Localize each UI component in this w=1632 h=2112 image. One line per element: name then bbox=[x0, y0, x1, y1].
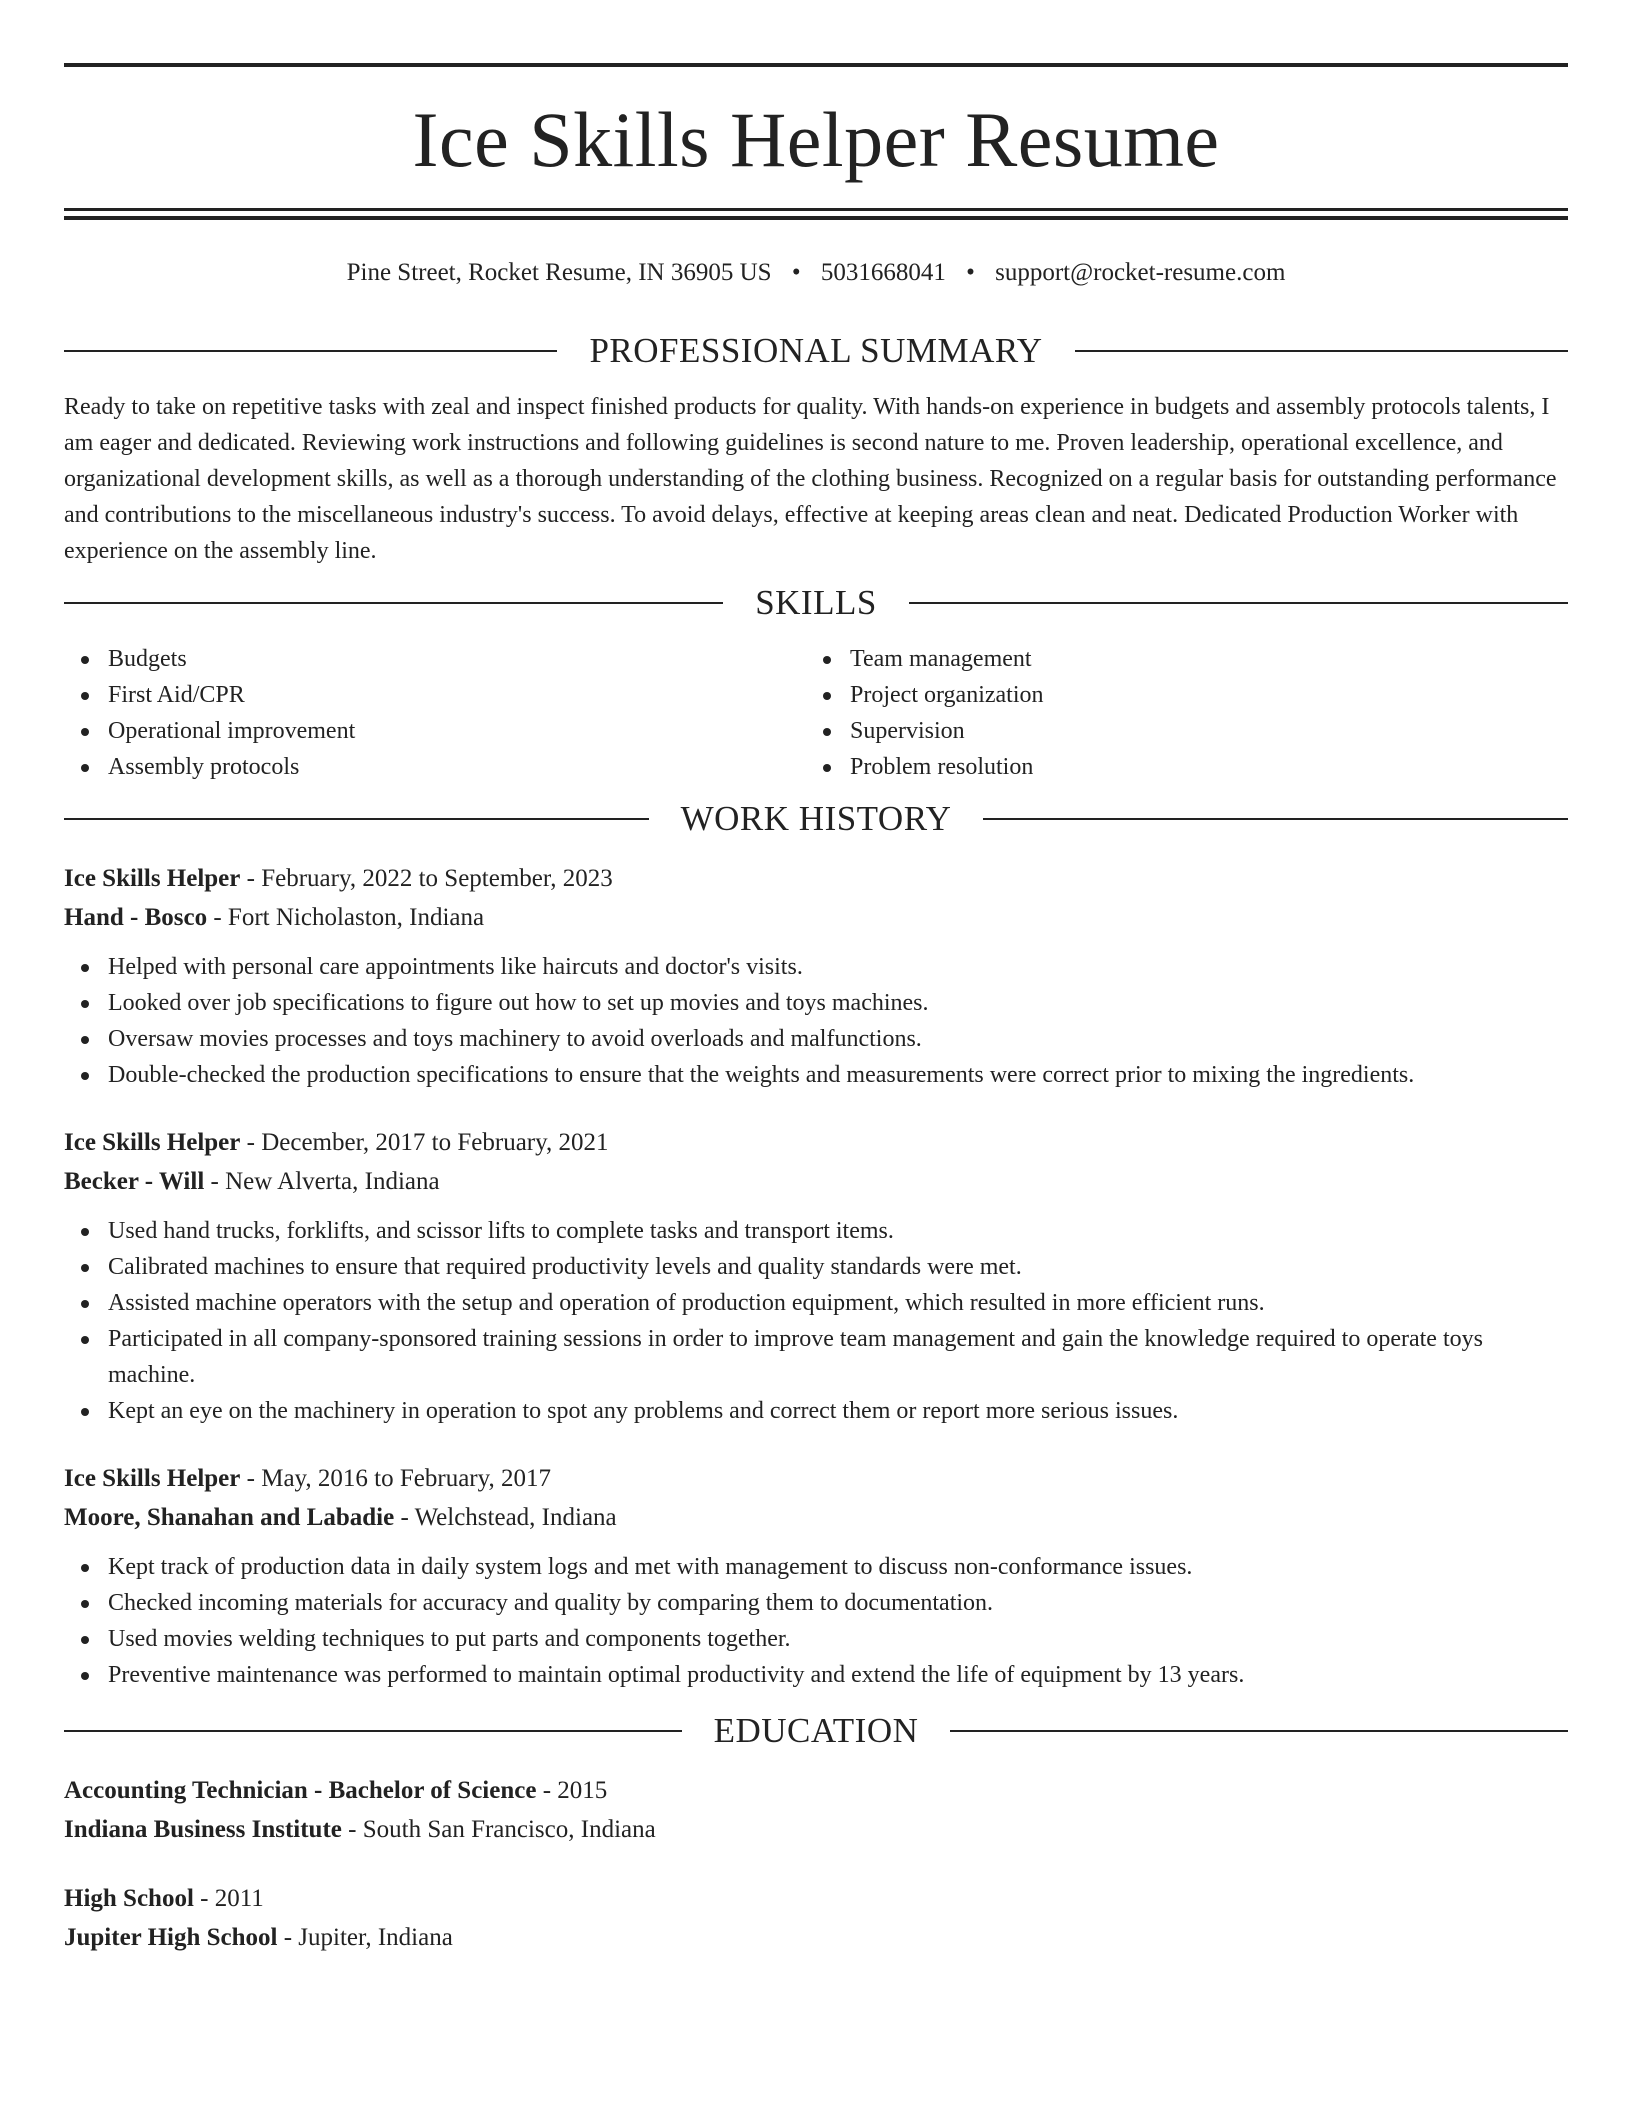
contact-phone: 5031668041 bbox=[820, 259, 946, 286]
skill-item: First Aid/CPR bbox=[64, 677, 806, 713]
job-duty-item: Used movies welding techniques to put parts and components together. bbox=[64, 1621, 1568, 1657]
education-school: Indiana Business Institute bbox=[64, 1816, 342, 1843]
education-school: Jupiter High School bbox=[64, 1924, 278, 1951]
skill-item: Project organization bbox=[806, 677, 1548, 713]
dash: - bbox=[394, 1504, 415, 1531]
job-duty-item: Double-checked the production specifications to ensure that the weights and measurements were correct prior to mixing the ingredients. bbox=[64, 1057, 1568, 1093]
job-duty-item: Used hand trucks, forklifts, and scissor lifts to complete tasks and transport items. bbox=[64, 1213, 1568, 1249]
education-entry bbox=[64, 1879, 1568, 1957]
education-list bbox=[64, 1771, 1568, 1957]
job-company: Becker - Will bbox=[64, 1168, 205, 1195]
dash: - bbox=[240, 1129, 262, 1156]
contact-line bbox=[64, 256, 1568, 290]
education-location: South San Francisco, Indiana bbox=[362, 1816, 656, 1843]
dash: - bbox=[207, 904, 228, 931]
job-company: Hand - Bosco bbox=[64, 904, 208, 931]
skills-column-right bbox=[806, 641, 1548, 785]
resume-title: Ice Skills Helper Resume bbox=[412, 96, 1220, 183]
job-entry bbox=[64, 1459, 1568, 1693]
contact-separator: • bbox=[966, 259, 975, 286]
job-dates: May, 2016 to February, 2017 bbox=[261, 1465, 551, 1492]
summary-text: Ready to take on repetitive tasks with zeal and inspect finished products for quality. With hands-on experience in budgets and assembly protocols talents, I am eager and dedicated. Reviewing work instructions and following guidelines is second nature to me. Proven leadership, operational excellence, and organizational development skills, as well as a thorough understanding of the clothing business. Recognized on a regular basis for outstanding performance and contributions to the miscellaneous industry's success. To avoid delays, effective at keeping areas clean and neat. Dedicated Production Worker with experience on the assembly line. bbox=[64, 394, 1557, 564]
job-title-line bbox=[64, 859, 1568, 898]
skill-item: Team management bbox=[806, 641, 1548, 677]
job-title-line bbox=[64, 1459, 1568, 1498]
skills-list bbox=[64, 641, 1568, 785]
skill-item: Supervision bbox=[806, 713, 1548, 749]
education-entry bbox=[64, 1771, 1568, 1849]
job-duty-item: Checked incoming materials for accuracy and quality by comparing them to documentation. bbox=[64, 1585, 1568, 1621]
job-location: Fort Nicholaston, Indiana bbox=[227, 904, 485, 931]
job-duty-item: Preventive maintenance was performed to maintain optimal productivity and extend the life of equipment by 13 years. bbox=[64, 1657, 1568, 1693]
work-heading bbox=[64, 797, 1568, 841]
job-duty-item: Participated in all company-sponsored training sessions in order to improve team management and gain the knowledge required to operate toys machine. bbox=[64, 1321, 1568, 1393]
work-history-list bbox=[64, 859, 1568, 1693]
job-dates: December, 2017 to February, 2021 bbox=[261, 1129, 609, 1156]
resume-page bbox=[64, 0, 1568, 1957]
skill-item: Budgets bbox=[64, 641, 806, 677]
skills-title: SKILLS bbox=[755, 583, 877, 622]
summary-heading bbox=[64, 329, 1568, 373]
job-duty-item: Kept an eye on the machinery in operation to spot any problems and correct them or report more serious issues. bbox=[64, 1393, 1568, 1429]
job-entry bbox=[64, 859, 1568, 1093]
skill-item: Assembly protocols bbox=[64, 749, 806, 785]
job-dates: February, 2022 to September, 2023 bbox=[261, 865, 613, 892]
skills-column-left bbox=[64, 641, 806, 785]
education-location: Jupiter, Indiana bbox=[298, 1924, 453, 1951]
dash: - bbox=[240, 865, 262, 892]
job-location: Welchstead, Indiana bbox=[414, 1504, 617, 1531]
title-double-rule bbox=[64, 208, 1568, 220]
job-company-line bbox=[64, 1162, 1568, 1201]
dash: - bbox=[240, 1465, 262, 1492]
work-title: WORK HISTORY bbox=[680, 799, 952, 838]
job-role: Ice Skills Helper bbox=[64, 1465, 241, 1492]
contact-separator: • bbox=[791, 259, 801, 286]
job-duty-item: Kept track of production data in daily system logs and met with management to discuss non-conformance issues. bbox=[64, 1549, 1568, 1585]
education-degree-line bbox=[64, 1771, 1568, 1810]
job-role: Ice Skills Helper bbox=[64, 865, 241, 892]
job-company-line bbox=[64, 898, 1568, 937]
job-duties bbox=[64, 1213, 1568, 1429]
job-title-line bbox=[64, 1123, 1568, 1162]
skills-heading bbox=[64, 581, 1568, 625]
job-duty-item: Assisted machine operators with the setup and operation of production equipment, which resulted in more efficient runs. bbox=[64, 1285, 1568, 1321]
education-year: 2011 bbox=[214, 1885, 264, 1912]
job-duties bbox=[64, 949, 1568, 1093]
job-duties bbox=[64, 1549, 1568, 1693]
contact-address: Pine Street, Rocket Resume, IN 36905 US bbox=[346, 259, 772, 286]
skill-item: Operational improvement bbox=[64, 713, 806, 749]
dash: - bbox=[341, 1816, 363, 1843]
education-heading bbox=[64, 1709, 1568, 1753]
education-year: 2015 bbox=[557, 1777, 608, 1804]
education-degree: Accounting Technician - Bachelor of Science bbox=[64, 1777, 537, 1804]
dash: - bbox=[536, 1777, 558, 1804]
job-duty-item: Helped with personal care appointments like haircuts and doctor's visits. bbox=[64, 949, 1568, 985]
job-company-line bbox=[64, 1498, 1568, 1537]
summary-title: PROFESSIONAL SUMMARY bbox=[589, 331, 1043, 370]
education-degree: High School bbox=[64, 1885, 194, 1912]
job-duty-item: Oversaw movies processes and toys machinery to avoid overloads and malfunctions. bbox=[64, 1021, 1568, 1057]
education-degree-line bbox=[64, 1879, 1568, 1918]
skill-item: Problem resolution bbox=[806, 749, 1548, 785]
education-title: EDUCATION bbox=[713, 1711, 919, 1750]
education-school-line bbox=[64, 1918, 1568, 1957]
job-company: Moore, Shanahan and Labadie bbox=[64, 1504, 395, 1531]
job-duty-item: Calibrated machines to ensure that required productivity levels and quality standards were met. bbox=[64, 1249, 1568, 1285]
contact-email: support@rocket-resume.com bbox=[995, 259, 1286, 286]
job-role: Ice Skills Helper bbox=[64, 1129, 241, 1156]
job-duty-item: Looked over job specifications to figure out how to set up movies and toys machines. bbox=[64, 985, 1568, 1021]
dash: - bbox=[193, 1885, 215, 1912]
dash: - bbox=[277, 1924, 299, 1951]
education-school-line bbox=[64, 1810, 1568, 1849]
job-entry bbox=[64, 1123, 1568, 1429]
dash: - bbox=[204, 1168, 226, 1195]
job-location: New Alverta, Indiana bbox=[225, 1168, 440, 1195]
